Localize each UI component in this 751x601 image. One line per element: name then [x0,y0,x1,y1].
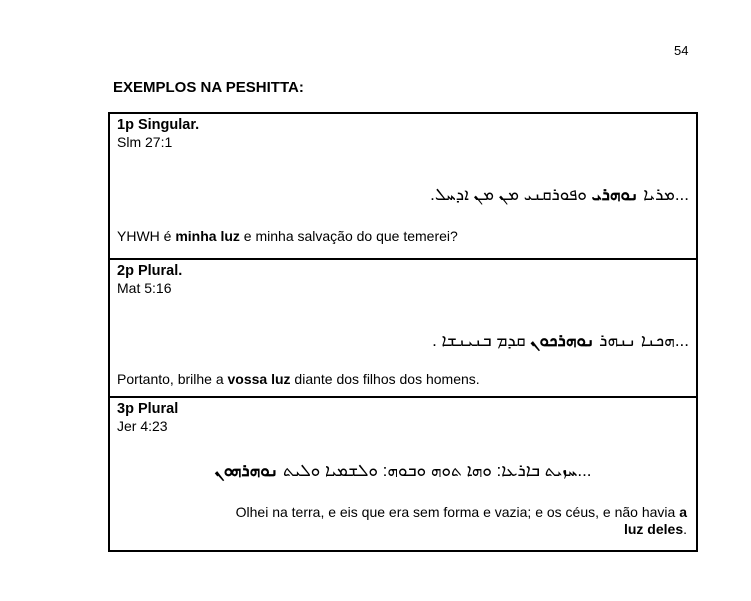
example-row-3p-plural [110,396,696,550]
syriac-verse-text: ...ܡܪܝܐ ܢܘܗܪܝ ܘܦܘܪܩܢܝ ܡܢ ܡܢ ܐܕܚܠ. [430,185,689,204]
syriac-verse-text: ...ܚܙܝܬ ܒܐܪܥܐ: ܘܗܐ ܬܘܗ ܘܒܘܗ: ܘܠܫܡܝܐ ܘܠܝܬ ܢܘܗܪܗܘܢ [214,461,592,480]
verse-reference: Jer 4:23 [117,418,168,434]
translation-text: Olhei na terra, e eis que era sem forma e vazia; e os céus, e não havia a luz deles. [235,504,687,537]
page-heading: EXEMPLOS NA PESHITTA: [113,79,304,96]
example-row-2p-plural [110,258,696,396]
person-label: 2p Plural. [117,263,183,279]
verse-reference: Slm 27:1 [117,134,173,150]
translation-text: YHWH é minha luz e minha salvação do que temerei? [117,228,458,244]
example-row-1p-singular [110,114,696,258]
examples-table [108,112,698,552]
translation-text: Portanto, brilhe a vossa luz diante dos filhos dos homens. [117,371,480,387]
person-label: 1p Singular. [117,117,200,133]
person-label: 3p Plural [117,401,179,417]
page-number: 54 [674,43,689,58]
syriac-verse-text: ...ܗܟܢܐ ܢܢܗܪ ܢܘܗܪܟܘܢ ܩܕܡ ܒܢܝܢܫܐ . [432,331,689,350]
verse-reference: Mat 5:16 [117,280,172,296]
